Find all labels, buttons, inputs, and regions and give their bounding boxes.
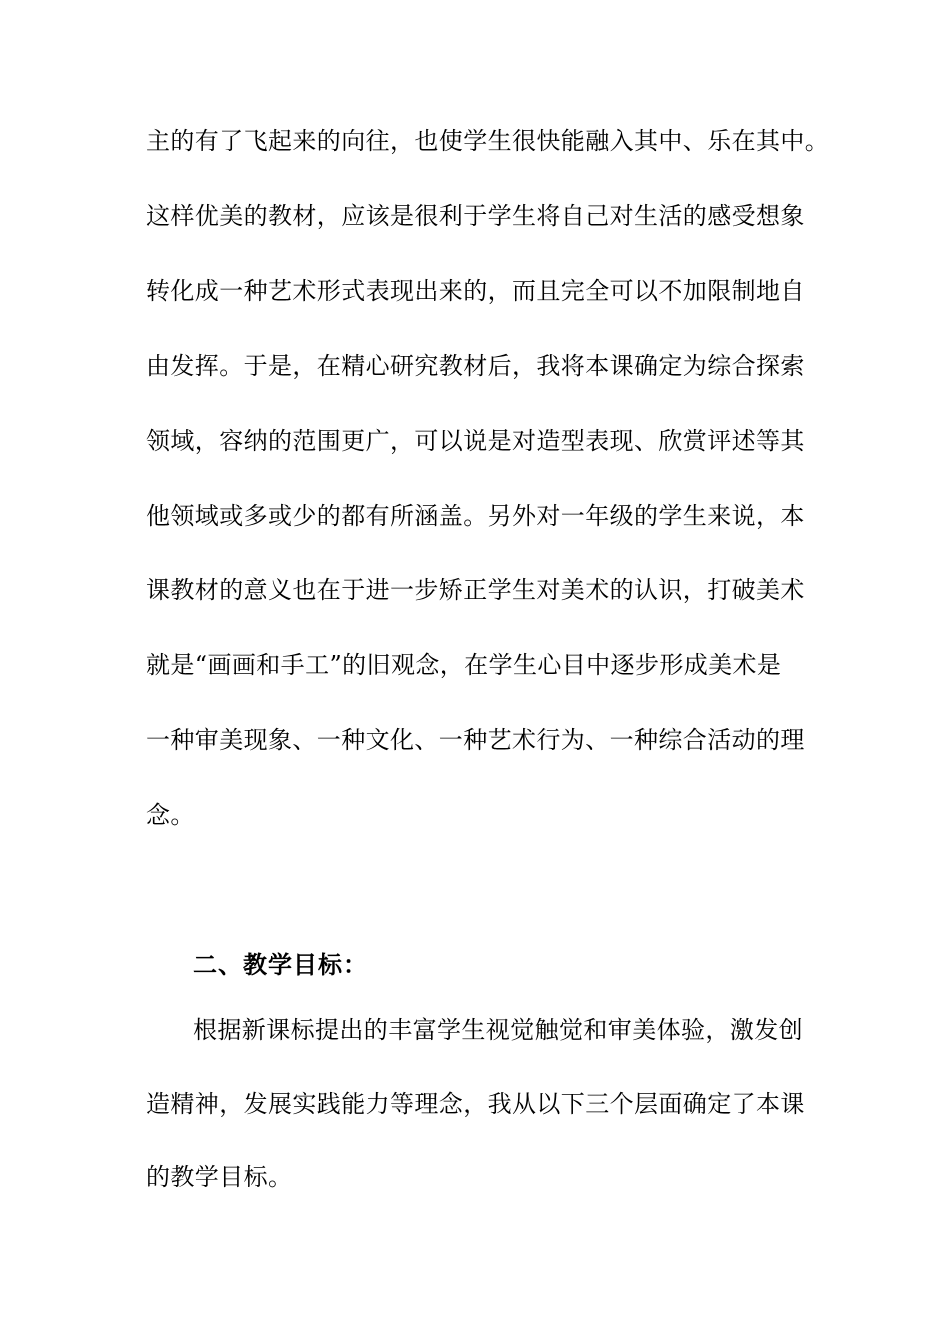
paragraph-line: 造精神，发展实践能力等理念，我从以下三个层面确定了本课: [146, 1090, 805, 1118]
paragraph-line: 念。: [146, 801, 195, 829]
paragraph-line: 的教学目标。: [146, 1163, 293, 1191]
paragraph-line: 他领域或多或少的都有所涵盖。另外对一年级的学生来说，本: [146, 502, 805, 530]
paragraph-line: 这样优美的教材，应该是很利于学生将自己对生活的感受想象: [146, 202, 805, 230]
paragraph-line: 课教材的意义也在于进一步矫正学生对美术的认识，打破美术: [146, 576, 805, 604]
paragraph-line: 由发挥。于是，在精心研究教材后，我将本课确定为综合探索: [146, 352, 805, 380]
paragraph-line: 主的有了飞起来的向往，也使学生很快能融入其中、乐在其中。: [146, 127, 830, 155]
section-heading: 二、教学目标：: [193, 950, 368, 979]
paragraph-line: 转化成一种艺术形式表现出来的，而且完全可以不加限制地自: [146, 277, 805, 305]
paragraph-line: 领域，容纳的范围更广，可以说是对造型表现、欣赏评述等其: [146, 427, 805, 455]
paragraph-line: 就是“画画和手工”的旧观念，在学生心目中逐步形成美术是: [146, 651, 782, 679]
paragraph-line: 根据新课标提出的丰富学生视觉触觉和审美体验，激发创: [193, 1016, 803, 1044]
paragraph-line: 一种审美现象、一种文化、一种艺术行为、一种综合活动的理: [146, 726, 805, 754]
